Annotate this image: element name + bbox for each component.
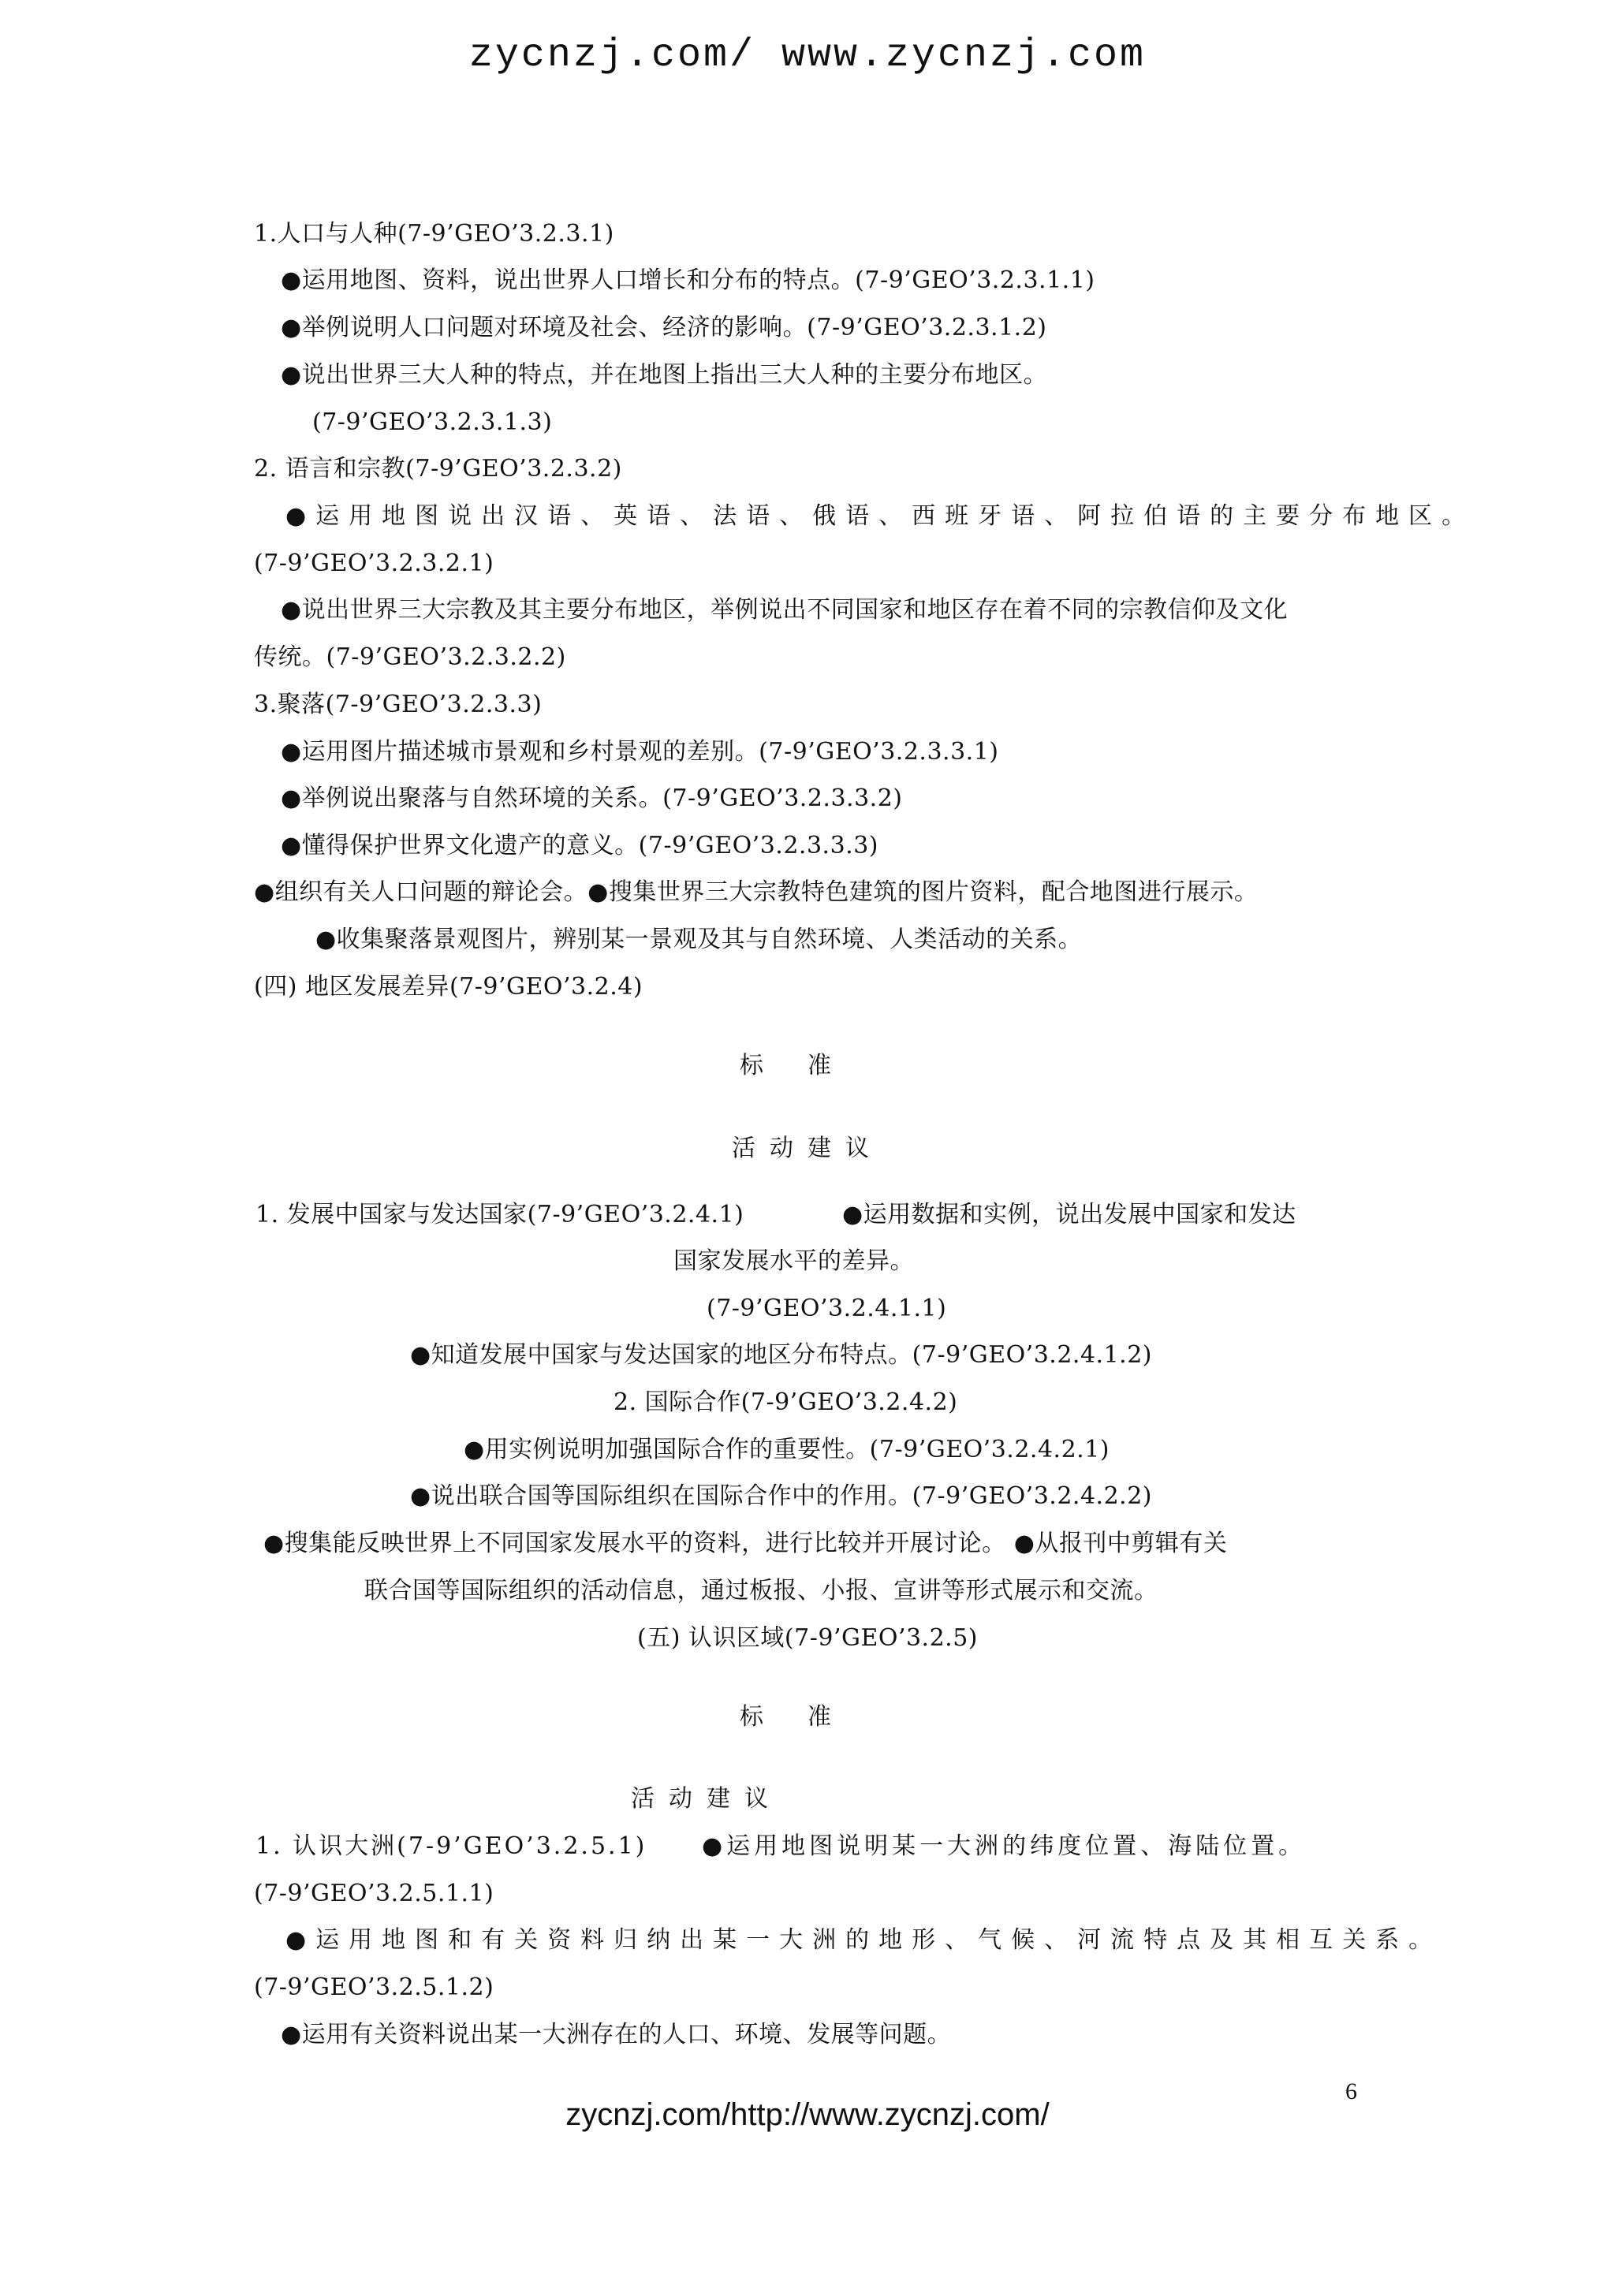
developing-bullet-1-code: (7-9’GEO’3.2.4.1.1) (707, 1295, 947, 1322)
section-4-activity-line-2: 联合国等国际组织的活动信息，通过板报、小报、宣讲等形式展示和交流。 (364, 1577, 1158, 1605)
page-number: 6 (1345, 2078, 1357, 2104)
population-bullet-3: ●说出世界三大人种的特点，并在地图上指出三大人种的主要分布地区。 (281, 361, 1048, 389)
continent-bullet-1: ●运用地图说明某一大洲的纬度位置、海陆位置。 (702, 1832, 1307, 1860)
developing-bullet-1-cont: 国家发展水平的差异。 (673, 1247, 914, 1275)
settlement-bullet-1: ●运用图片描述城市景观和乡村景观的差别。(7-9’GEO’3.2.3.3.1) (281, 738, 999, 766)
cooperation-bullet-1: ●用实例说明加强国际合作的重要性。(7-9’GEO’3.2.4.2.1) (464, 1436, 1110, 1463)
page-header: zycnzj.com/ www.zycnzj.com (468, 33, 1147, 78)
page-footer: zycnzj.com/http://www.zycnzj.com/ (565, 2097, 1050, 2132)
settlement-bullet-3: ●懂得保护世界文化遗产的意义。(7-9’GEO’3.2.3.3.3) (281, 832, 879, 859)
continent-bullet-2-code: (7-9’GEO’3.2.5.1.2) (254, 1974, 494, 2001)
language-bullet-1-code: (7-9’GEO’3.2.3.2.1) (254, 550, 494, 577)
section-5-activity-heading: 活动建议 (631, 1785, 782, 1813)
developing-bullet-1: ●运用数据和实例，说出发展中国家和发达 (842, 1201, 1296, 1228)
activity-line-1: ●组织有关人口问题的辩论会。●搜集世界三大宗教特色建筑的图片资料，配合地图进行展示。 (254, 878, 1259, 906)
section-4-activity-heading: 活动建议 (732, 1135, 883, 1162)
population-bullet-2: ●举例说明人口问题对环境及社会、经济的影响。(7-9’GEO’3.2.3.1.2) (281, 314, 1047, 341)
cooperation-bullet-2: ●说出联合国等国际组织在国际合作中的作用。(7-9’GEO’3.2.4.2.2) (410, 1482, 1153, 1510)
continent-heading: 1. 认识大洲(7-9’GEO’3.2.5.1) (255, 1832, 647, 1860)
developing-bullet-2: ●知道发展中国家与发达国家的地区分布特点。(7-9’GEO’3.2.4.1.2) (410, 1341, 1153, 1369)
continent-bullet-2: ●运用地图和有关资料归纳出某一大洲的地形、气候、河流特点及其相互关系。 (285, 1926, 1442, 1954)
language-bullet-2-cont: 传统。(7-9’GEO’3.2.3.2.2) (254, 643, 566, 671)
language-bullet-2: ●说出世界三大宗教及其主要分布地区，举例说出不同国家和地区存在着不同的宗教信仰及文化 (281, 596, 1289, 624)
developing-heading: 1. 发展中国家与发达国家(7-9’GEO’3.2.4.1) (255, 1201, 744, 1228)
continent-bullet-1-code: (7-9’GEO’3.2.5.1.1) (254, 1880, 494, 1907)
language-religion-heading: 2. 语言和宗教(7-9’GEO’3.2.3.2) (254, 455, 622, 483)
population-bullet-3-code: (7-9’GEO’3.2.3.1.3) (312, 408, 553, 436)
section-5-title: (五) 认识区域(7-9’GEO’3.2.5) (636, 1624, 979, 1652)
population-bullet-1: ●运用地图、资料，说出世界人口增长和分布的特点。(7-9’GEO’3.2.3.1.1) (281, 266, 1095, 294)
cooperation-heading: 2. 国际合作(7-9’GEO’3.2.4.2) (614, 1388, 958, 1416)
continent-bullet-3: ●运用有关资料说出某一大洲存在的人口、环境、发展等问题。 (281, 2021, 952, 2048)
section-4-standard-heading: 标准 (740, 1052, 875, 1079)
language-bullet-1: ●运用地图说出汉语、英语、法语、俄语、西班牙语、阿拉伯语的主要分布地区。 (285, 502, 1475, 530)
activity-line-2: ●收集聚落景观图片，辨别某一景观及其与自然环境、人类活动的关系。 (315, 926, 1083, 953)
section-4-title: (四) 地区发展差异(7-9’GEO’3.2.4) (254, 973, 643, 1001)
section-4-activity-line-1: ●搜集能反映世界上不同国家发展水平的资料，进行比较并开展讨论。 ●从报刊中剪辑有关 (263, 1530, 1228, 1557)
settlement-bullet-2: ●举例说出聚落与自然环境的关系。(7-9’GEO’3.2.3.3.2) (281, 785, 903, 812)
settlement-heading: 3.聚落(7-9’GEO’3.2.3.3) (254, 691, 543, 718)
population-race-heading: 1.人口与人种(7-9’GEO’3.2.3.1) (254, 220, 614, 248)
section-5-standard-heading: 标准 (740, 1703, 875, 1731)
